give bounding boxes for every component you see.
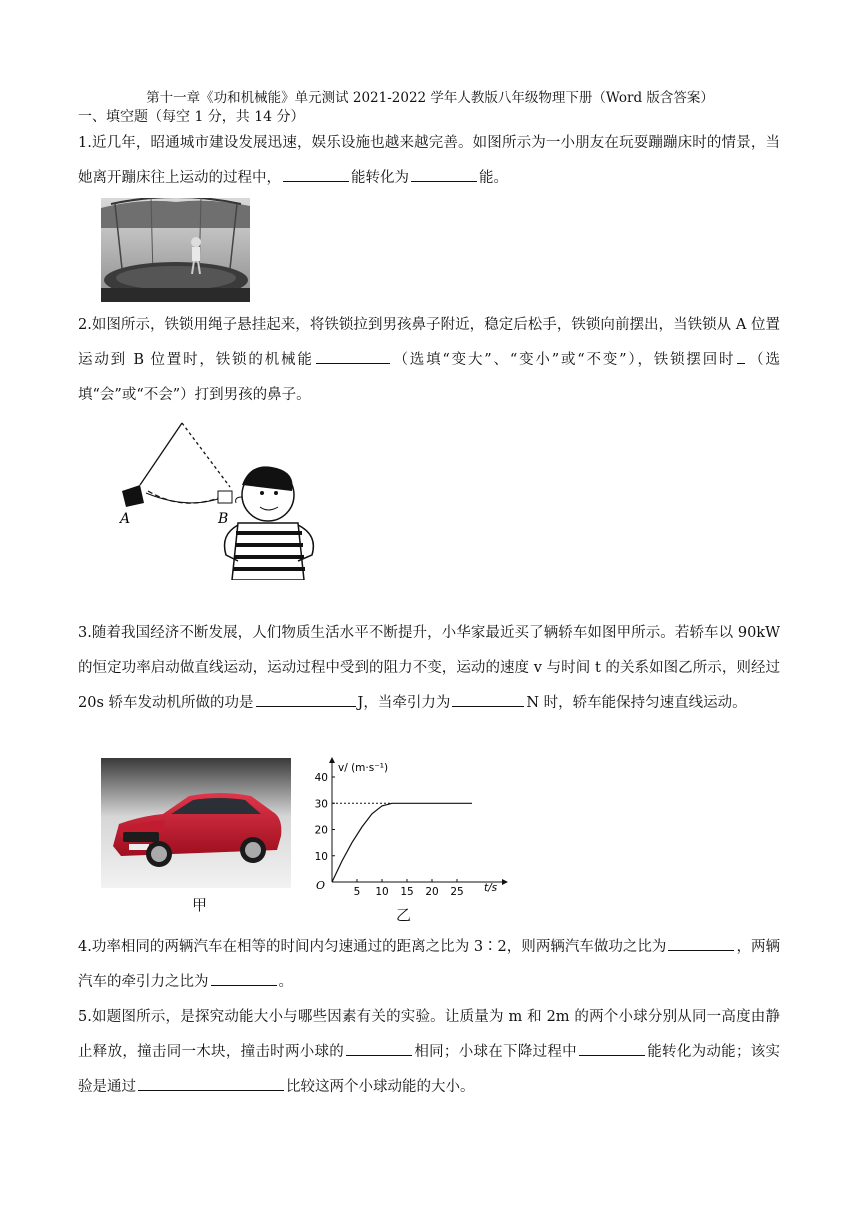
question-3 bbox=[78, 616, 780, 721]
q3-text-b: J，当牵引力为 bbox=[357, 695, 451, 711]
q4-text-b: ，两辆汽车的牵引力之比为 bbox=[78, 939, 780, 990]
question-5 bbox=[78, 1000, 780, 1105]
q2-text-b: （选填“变大”、“变小”或“不变”），铁锁摆回时 bbox=[391, 352, 736, 368]
chart-origin-label: O bbox=[316, 879, 326, 892]
x-tick-label: 15 bbox=[400, 886, 414, 895]
y-tick-label: 20 bbox=[314, 824, 328, 837]
y-axis-arrow bbox=[329, 757, 335, 763]
q5-text-b: 相同；小球在下降过程中 bbox=[414, 1044, 577, 1060]
car-photo bbox=[101, 758, 291, 888]
q2-text-c: （选填“会”或“不会”）打到男孩的鼻子。 bbox=[78, 352, 780, 403]
q2-text-a: 2.如图所示，铁锁用绳子悬挂起来，将铁锁拉到男孩鼻子附近，稳定后松手，铁锁向前摆出，当铁锁从 A 位置运动到 B 位置时，铁锁的机械能 bbox=[78, 317, 780, 368]
pendulum-diagram bbox=[100, 415, 330, 580]
q4-blank-2[interactable] bbox=[211, 967, 277, 986]
q5-blank-2[interactable] bbox=[579, 1037, 645, 1056]
q3-text-a: 3.随着我国经济不断发展，人们物质生活水平不断提升，小华家最近买了辆轿车如图甲所示。若轿车以 90kW 的恒定功率启动做直线运动，运动过程中受到的阻力不变，运动的速度 v 与时间 t 的关系如图乙所示，则经过 20s 轿车发动机所做的功是 bbox=[78, 625, 780, 711]
trampoline-photo bbox=[101, 198, 250, 302]
figure-label-jia: 甲 bbox=[192, 896, 208, 914]
question-1 bbox=[78, 126, 780, 196]
q3-blank-1[interactable] bbox=[256, 688, 356, 707]
q4-blank-1[interactable] bbox=[668, 932, 734, 951]
section-heading: 一、填空题（每空 1 分，共 14 分） bbox=[78, 109, 305, 125]
x-tick-label: 10 bbox=[375, 886, 389, 895]
q1-blank-1[interactable] bbox=[283, 163, 349, 182]
label-b: B bbox=[218, 511, 229, 527]
label-a: A bbox=[120, 511, 131, 527]
q5-blank-3[interactable] bbox=[138, 1072, 284, 1091]
q1-text-a: 1.近几年，昭通城市建设发展迅速，娱乐设施也越来越完善。如图所示为一小朋友在玩耍蹦蹦床时的情景，当她离开蹦床往上运动的过程中， bbox=[78, 135, 780, 186]
y-tick-label: 40 bbox=[314, 772, 328, 784]
q1-text-b: 能转化为 bbox=[351, 170, 409, 186]
q3-blank-2[interactable] bbox=[452, 688, 524, 707]
q2-blank-2[interactable] bbox=[737, 345, 745, 364]
question-2 bbox=[78, 308, 780, 413]
document-title: 第十一章《功和机械能》单元测试 2021-2022 学年人教版八年级物理下册（Word 版含答案） bbox=[146, 90, 714, 106]
q5-text-d: 比较这两个小球动能的大小。 bbox=[286, 1079, 475, 1095]
q4-text-c: 。 bbox=[278, 974, 293, 990]
question-4 bbox=[78, 930, 780, 1000]
y-tick-label: 10 bbox=[314, 850, 328, 863]
q1-blank-2[interactable] bbox=[411, 163, 477, 182]
velocity-time-chart bbox=[300, 755, 510, 895]
x-tick-label: 25 bbox=[450, 886, 464, 895]
figure-label-yi: 乙 bbox=[396, 906, 412, 924]
x-tick-label: 20 bbox=[425, 886, 439, 895]
q5-blank-1[interactable] bbox=[346, 1037, 412, 1056]
x-axis-arrow bbox=[502, 879, 508, 885]
chart-ylabel: v/ (m·s⁻¹) bbox=[338, 762, 389, 774]
x-tick-label: 5 bbox=[353, 886, 361, 895]
q5-text-a: 5.如题图所示，是探究动能大小与哪些因素有关的实验。让质量为 m 和 2m 的两个小球分别从同一高度由静止释放，撞击同一木块，撞击时两小球的 bbox=[78, 1009, 780, 1060]
q3-text-c: N 时，轿车能保持匀速直线运动。 bbox=[526, 695, 747, 711]
y-tick-label: 30 bbox=[314, 798, 328, 811]
q4-text-a: 4.功率相同的两辆汽车在相等的时间内匀速通过的距离之比为 3∶2，则两辆汽车做功之比为 bbox=[78, 939, 667, 955]
velocity-curve bbox=[332, 803, 472, 882]
q5-text-c: 能转化为动能；该实验是通过 bbox=[78, 1044, 781, 1095]
chart-xlabel: t/s bbox=[484, 882, 498, 894]
q2-blank-1[interactable] bbox=[316, 345, 390, 364]
q1-text-c: 能。 bbox=[479, 170, 508, 186]
